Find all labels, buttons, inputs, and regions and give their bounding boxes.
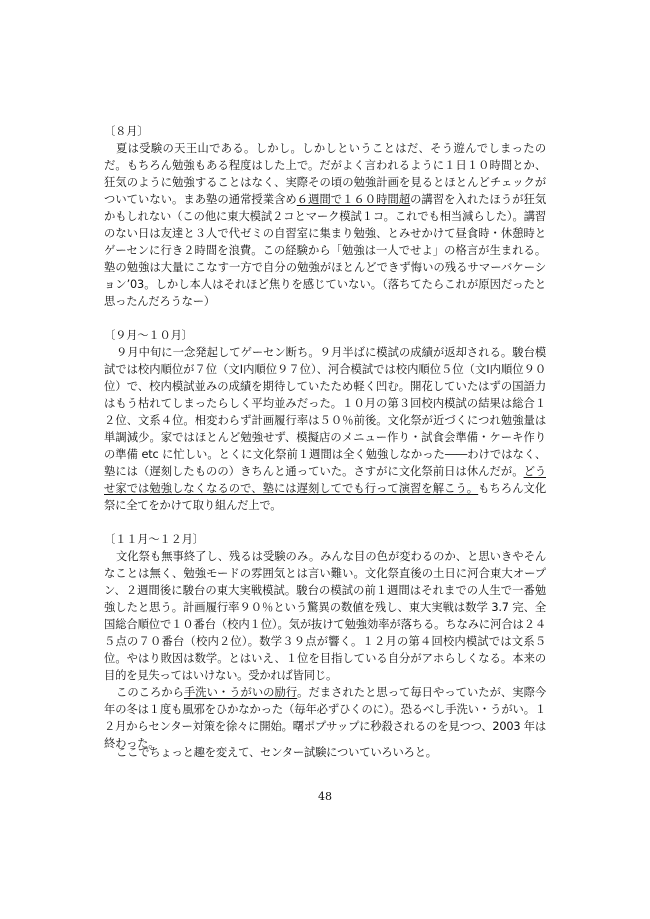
section-november-december [104, 531, 546, 752]
section-august [104, 123, 546, 310]
page-number: 48 [318, 790, 332, 803]
section-september-october [104, 327, 546, 514]
text-run: 。だまされたと思って毎日やっていたが、実際今年の冬は１度も風邪をひかなかった（毎年必ずひくのに）。恐るべし手洗い・うがい。１２月からセンター対策を徐々に開始。曙ポプサップに秒殺されるのを見つつ、2003 年は終わった。 [104, 686, 546, 750]
text-run: 夏は受験の天王山である。しかし。しかしということはだ、そう遊んでしまったのだ。もちろん勉強もある程度はした上で。だがよく言われるように１日１０時間とか、狂気のように勉強することはなく、実際その頃の勉強計画を見るとほとんどチェックがついていない。まあ塾の通常授業含め [104, 142, 546, 206]
section-paragraph [104, 140, 546, 310]
text-run: の講習を入れたほうが狂気かもしれない（この他に東大模試２コとマーク模試１コ。これでも相当減らした）。講習のない日は友達と３人で代ゼミの自習室に集まり勉強、とみせかけて昼食時・休憩時とゲーセンに行き２時間を浪費。この経験から「勉強は一人でせよ」の格言が生まれる。塾の勉強は大量にこなす一方で自分の勉強がほとんどできず悔いの残るサマーバケーション’03。しかし本人はそれほど焦りを感じていない。（落ちてたらこれが原因だったと思ったんだろうなー） [104, 193, 546, 308]
section-heading: 〔１１月～１２月〕 [104, 533, 204, 546]
underlined-text: どうせ家では勉強しなくなるので、塾には遅刻してでも行って演習を解こう。 [104, 465, 546, 495]
underlined-text: ６週間で１６０時間超 [296, 193, 411, 206]
text-run: ９月中旬に一念発起してゲーセン断ち。９月半ばに模試の成績が返却される。駿台模試では校内順位が７位（文Ⅰ内順位９７位）、河合模試では校内順位５位（文Ⅰ内順位９０位）で、校内模試並みの成績を期待していたため軽く凹む。開花していたはずの国語力はもう枯れてしまったらしく平均並みだった。１０月の第３回校内模試の結果は総合１２位、文系４位。相変わらず計画履行率は５０％前後。文化祭が近づくにつれ勉強量は単調減少。家ではほとんど勉強せず、模擬店のメニュー作り・試食会準備・ケーキ作りの準備 etc に忙しい。とくに文化祭前１週間は全く勉強しなかった――わけではなく、塾には（遅刻したものの）きちんと通っていた。さすがに文化祭前日は休んだが。 [104, 346, 546, 478]
section-paragraph [104, 548, 546, 684]
section-heading: 〔９月～１０月〕 [104, 329, 193, 342]
closing-line: ここでちょっと趣を変えて、センター試験についていろいろと。 [116, 746, 437, 759]
text-run: もちろん文化祭に全てをかけて取り組んだ上で。 [104, 482, 546, 512]
section-paragraph [104, 344, 546, 514]
text-run: 文化祭も無事終了し、残るは受験のみ。みんな目の色が変わるのか、と思いきやそんなことは無く、勉強モードの雰囲気とは言い難い。文化祭直後の土日に河合東大オープン、２週間後に駿台の東大実戦模試。駿台の模試の前１週間はそれまでの人生で一番勉強したと思う。計画履行率９０％という驚異の数値を残し、東大実戦は数学 3.7 完、全国総合順位で１０番台（校内１位）。気が抜けて勉強効率が落ちる。ちなみに河合は２４５点の７０番台（校内２位）。数学３９点が響く。１２月の第４回校内模試では文系５位。やはり敗因は数学。とはいえ、１位を目指している自分がアホらしくなる。本来の目的を見失ってはいけない。受かれば皆同じ。 [104, 550, 546, 682]
body-text [104, 123, 546, 752]
text-run: このころから [116, 686, 184, 699]
section-heading: 〔８月〕 [104, 125, 149, 138]
section-paragraph [104, 684, 546, 752]
underlined-text: 手洗い・うがいの励行 [183, 686, 298, 699]
